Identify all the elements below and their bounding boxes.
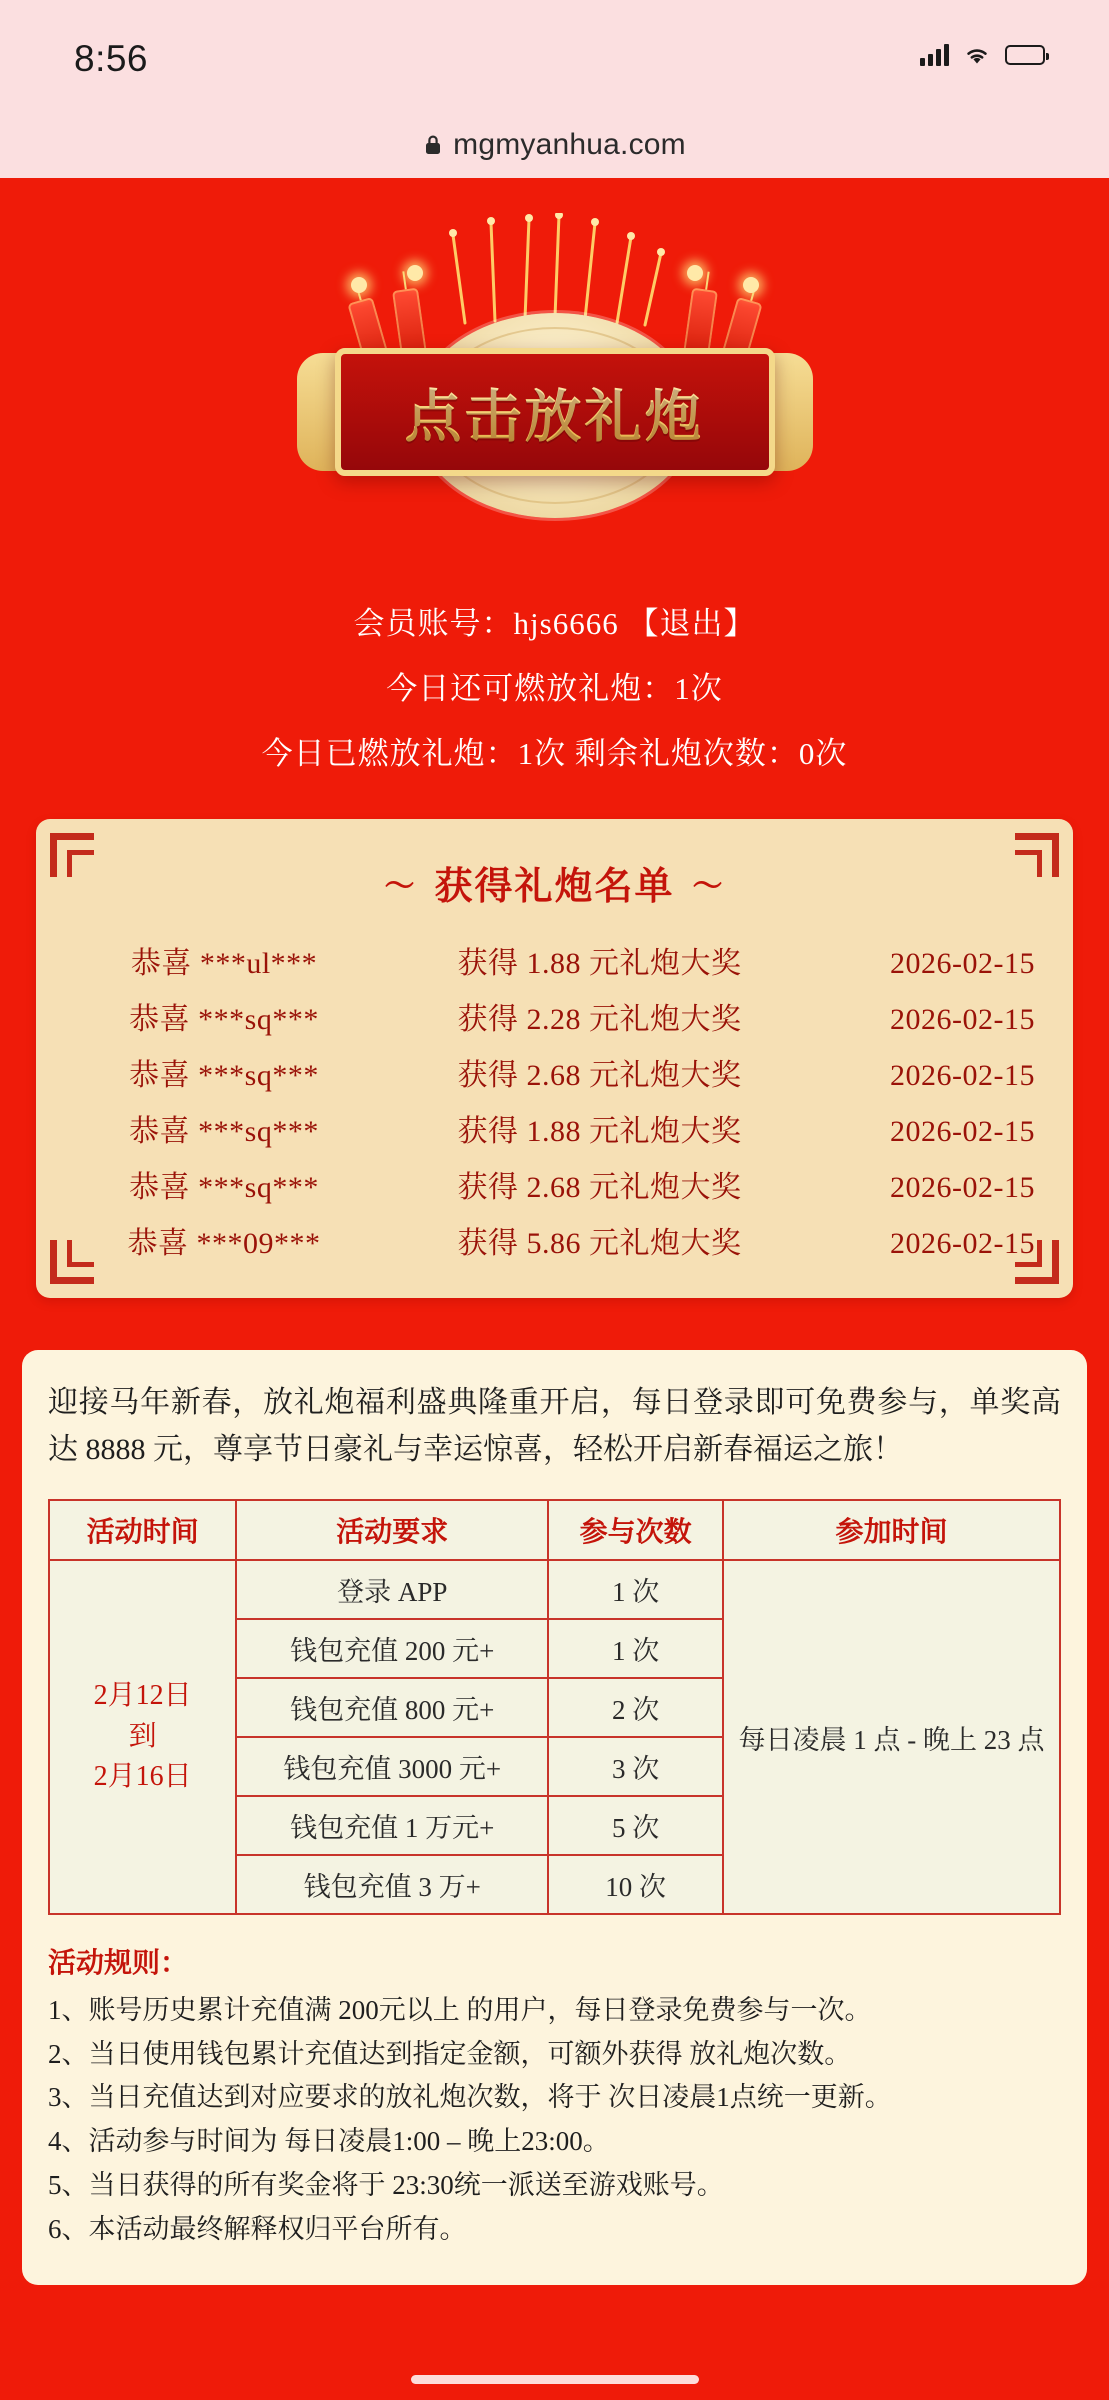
- winner-prize: 获得 1.88 元礼炮大奖: [457, 1115, 742, 1148]
- winner-date: 2026-02-15: [890, 947, 1035, 980]
- winners-title: [64, 855, 1045, 910]
- winner-date: 2026-02-15: [890, 1003, 1035, 1036]
- used-today-line: 今日已燃放礼炮：1次 剩余礼炮次数：0次: [261, 736, 848, 771]
- period-line: 2月16日: [93, 1761, 192, 1793]
- requirement-cell: 钱包充值 800 元+: [236, 1678, 548, 1737]
- rule-item: 5、当日获得的所有奖金将于 23:30统一派送至游戏账号。: [48, 2169, 724, 2200]
- requirement-cell: 钱包充值 3 万+: [236, 1855, 548, 1914]
- col-requirement: 活动要求: [236, 1500, 548, 1560]
- swirl-left-icon: 〜: [384, 869, 417, 903]
- join-time-cell: 每日凌晨 1 点 - 晚上 23 点: [723, 1560, 1060, 1914]
- account-info: [0, 608, 1109, 769]
- count-cell: 1 次: [548, 1619, 723, 1678]
- winner-name: 恭喜 ***sq***: [129, 1115, 319, 1148]
- table-row: [49, 1560, 1060, 1619]
- winner-name: 恭喜 ***09***: [127, 1227, 321, 1260]
- fire-cannon-button[interactable]: [315, 213, 795, 543]
- winner-date: 2026-02-15: [890, 1227, 1035, 1260]
- spark-icon: [407, 265, 423, 281]
- table-header-row: [49, 1500, 1060, 1560]
- remaining-today-line: 今日还可燃放礼炮：1次: [386, 671, 723, 706]
- rule-item: 2、当日使用钱包累计充值达到指定金额，可额外获得 放礼炮次数。: [48, 2038, 852, 2069]
- rule-item: 3、当日充值达到对应要求的放礼炮次数，将于 次日凌晨1点统一更新。: [48, 2082, 892, 2113]
- battery-icon: [1005, 45, 1045, 65]
- count-cell: 2 次: [548, 1678, 723, 1737]
- ornament-corner-icon: [50, 1240, 94, 1284]
- winner-prize: 获得 1.88 元礼炮大奖: [457, 947, 742, 980]
- account-line: [0, 608, 1109, 639]
- ornament-corner-icon: [1015, 1240, 1059, 1284]
- table-row: [64, 1100, 1045, 1156]
- ornament-corner-icon: [50, 833, 94, 877]
- spark-icon: [351, 277, 367, 293]
- winner-name: 恭喜 ***sq***: [129, 1171, 319, 1204]
- winner-date: 2026-02-15: [890, 1171, 1035, 1204]
- spark-icon: [743, 277, 759, 293]
- spark-icon: [687, 265, 703, 281]
- rule-item: 6、本活动最终解释权归平台所有。: [48, 2213, 467, 2244]
- lock-icon: [423, 133, 443, 157]
- col-activity-time: 活动时间: [49, 1500, 236, 1560]
- col-count: 参与次数: [548, 1500, 723, 1560]
- winner-name: 恭喜 ***ul***: [130, 947, 318, 980]
- status-indicators: [920, 44, 1045, 66]
- winner-prize: 获得 2.28 元礼炮大奖: [457, 1003, 742, 1036]
- requirement-cell: 登录 APP: [236, 1560, 548, 1619]
- browser-url-bar[interactable]: [0, 112, 1109, 178]
- rule-item: 4、活动参与时间为 每日凌晨1:00 – 晚上23:00。: [48, 2126, 610, 2157]
- count-cell: 5 次: [548, 1796, 723, 1855]
- activity-period: [49, 1560, 236, 1914]
- fire-cannon-plaque[interactable]: [335, 348, 775, 476]
- account-label: 会员账号：: [353, 606, 514, 641]
- period-line: 2月12日: [93, 1680, 192, 1712]
- status-time: 8:56: [74, 38, 149, 79]
- home-indicator: [411, 2375, 699, 2384]
- table-row: [64, 1156, 1045, 1212]
- requirement-cell: 钱包充值 1 万元+: [236, 1796, 548, 1855]
- swirl-right-icon: 〜: [692, 869, 725, 903]
- url-text: mgmyanhua.com: [453, 128, 686, 161]
- fire-cannon-label: 点击放礼炮: [405, 371, 705, 453]
- requirement-cell: 钱包充值 3000 元+: [236, 1737, 548, 1796]
- fire-cannon-banner: [0, 178, 1109, 578]
- col-join-time: 参加时间: [723, 1500, 1060, 1560]
- wifi-icon: [963, 44, 991, 66]
- rules-title: 活动规则：: [48, 1948, 189, 1979]
- period-line: 到: [128, 1720, 157, 1752]
- winner-name: 恭喜 ***sq***: [129, 1059, 319, 1092]
- count-cell: 3 次: [548, 1737, 723, 1796]
- winners-panel: [36, 819, 1073, 1298]
- count-cell: 1 次: [548, 1560, 723, 1619]
- ios-status-bar: [0, 0, 1109, 112]
- table-row: [64, 1212, 1045, 1268]
- cellular-bars-icon: [920, 44, 949, 66]
- rule-item: 1、账号历史累计充值满 200元以上 的用户，每日登录免费参与一次。: [48, 1995, 872, 2025]
- winner-date: 2026-02-15: [890, 1115, 1035, 1148]
- table-row: [64, 1044, 1045, 1100]
- count-cell: 10 次: [548, 1855, 723, 1914]
- ornament-corner-icon: [1015, 833, 1059, 877]
- table-row: [64, 932, 1045, 988]
- promo-intro: 迎接马年新春，放礼炮福利盛典隆重开启，每日登录即可免费参与，单奖高达 8888 元，尊享节日豪礼与幸运惊喜，轻松开启新春福运之旅！: [48, 1386, 1061, 1466]
- account-name: hjs6666: [513, 606, 619, 641]
- logout-button[interactable]: 【退出】: [627, 606, 756, 641]
- winners-title-text: 获得礼炮名单: [434, 866, 675, 908]
- winner-prize: 获得 2.68 元礼炮大奖: [457, 1059, 742, 1092]
- winner-date: 2026-02-15: [890, 1059, 1035, 1092]
- promo-page: [0, 178, 1109, 2400]
- activity-table: [48, 1499, 1061, 1915]
- table-row: [64, 988, 1045, 1044]
- winner-prize: 获得 5.86 元礼炮大奖: [457, 1227, 742, 1260]
- winner-prize: 获得 2.68 元礼炮大奖: [457, 1171, 742, 1204]
- promo-rules-panel: [22, 1350, 1087, 2285]
- requirement-cell: 钱包充值 200 元+: [236, 1619, 548, 1678]
- winner-name: 恭喜 ***sq***: [129, 1003, 319, 1036]
